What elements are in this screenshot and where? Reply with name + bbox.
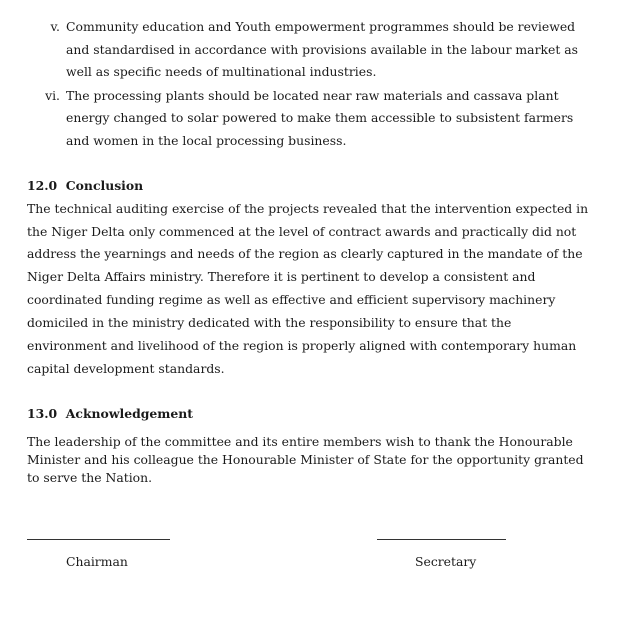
- list-marker: v.: [50, 19, 60, 34]
- text-line: The leadership of the committee and its entire members wish to thank the Honourable: [27, 434, 573, 449]
- text-line: the Niger Delta only commenced at the level of contract awards and practically did not: [27, 224, 577, 239]
- text-line: domiciled in the ministry dedicated with the responsibility to ensure that the: [27, 315, 512, 330]
- text-line: Minister and his colleague the Honourable Minister of State for the opportunity granted: [27, 452, 584, 467]
- text-line: Community education and Youth empowerment programmes should be reviewed: [66, 19, 576, 34]
- text-line: coordinated funding regime as well as effective and efficient supervisory machinery: [27, 292, 556, 307]
- text-line: and women in the local processing business.: [66, 133, 347, 148]
- text-line: environment and livelihood of the region is properly aligned with contemporary human: [27, 338, 577, 353]
- text-line: address the yearnings and needs of the region as clearly captured in the mandate of the: [27, 246, 583, 261]
- text-line: well as specific needs of multinational industries.: [66, 64, 377, 79]
- conclusion-heading: 12.0 Conclusion: [27, 178, 144, 193]
- text-line: capital development standards.: [27, 361, 225, 376]
- text-line: Niger Delta Affairs ministry. Therefore it is pertinent to develop a consistent and: [27, 269, 536, 284]
- secretary-signature-line: [377, 539, 506, 540]
- secretary-label: Secretary: [415, 554, 477, 569]
- acknowledgement-heading: 13.0 Acknowledgement: [27, 406, 194, 421]
- chairman-label: Chairman: [66, 554, 128, 569]
- text-line: and standardised in accordance with provisions available in the labour market as: [66, 42, 578, 57]
- list-marker: vi.: [45, 88, 60, 103]
- text-line: The technical auditing exercise of the projects revealed that the intervention expected in: [27, 201, 589, 216]
- chairman-signature-line: [27, 539, 170, 540]
- text-line: to serve the Nation.: [27, 470, 153, 485]
- text-line: The processing plants should be located near raw materials and cassava plant: [66, 88, 559, 103]
- text-line: energy changed to solar powered to make them accessible to subsistent farmers: [66, 110, 574, 125]
